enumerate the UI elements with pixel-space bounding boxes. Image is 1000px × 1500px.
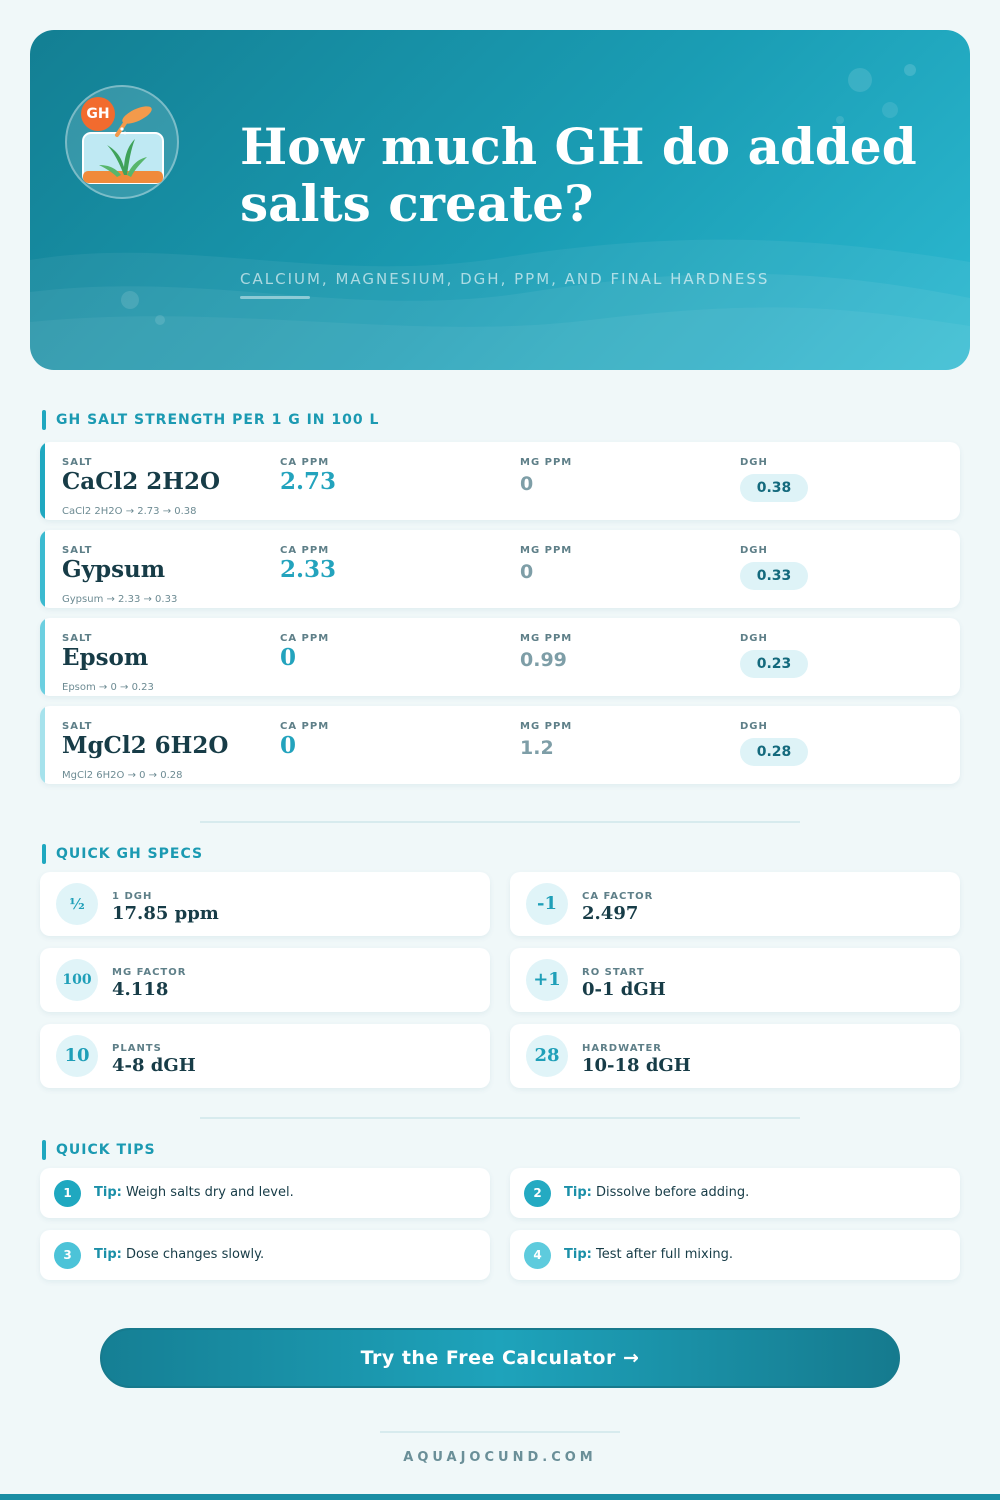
specs-section-heading: QUICK GH SPECS [42, 844, 203, 864]
spec-value: 10-18 dGH [582, 1055, 691, 1076]
spec-badge-icon: +1 [526, 959, 568, 1001]
tips-section-heading: QUICK TIPS [42, 1140, 156, 1160]
gh-badge: GH [81, 97, 115, 131]
tip-prefix: Tip: [94, 1247, 122, 1262]
mg-ppm-value: 1.2 [520, 737, 554, 759]
tip-text [94, 1185, 294, 1200]
bottom-bar [0, 1494, 1000, 1500]
spec-badge-icon: -1 [526, 883, 568, 925]
tip-number-badge: 2 [524, 1180, 551, 1207]
ca-column-label: CA PPM [280, 545, 330, 556]
tip-prefix: Tip: [564, 1185, 592, 1200]
spec-value: 2.497 [582, 903, 639, 924]
spec-card [40, 872, 490, 936]
salt-summary: Epsom → 0 → 0.23 [62, 682, 154, 693]
spec-card [510, 1024, 960, 1088]
free-calculator-button[interactable]: Try the Free Calculator → [100, 1328, 900, 1388]
dgh-value-badge: 0.28 [740, 738, 808, 766]
salt-column-label: SALT [62, 721, 93, 732]
tip-body: Test after full mixing. [595, 1247, 733, 1262]
tip-number-badge: 3 [54, 1242, 81, 1269]
spec-card [510, 872, 960, 936]
spec-label: 1 DGH [112, 891, 153, 902]
mg-column-label: MG PPM [520, 457, 573, 468]
salt-name: Epsom [62, 644, 149, 671]
salt-summary: MgCl2 6H2O → 0 → 0.28 [62, 770, 183, 781]
spec-label: HARDWATER [582, 1043, 663, 1054]
footer-divider [380, 1431, 620, 1433]
tip-card [40, 1230, 490, 1280]
spec-card [40, 1024, 490, 1088]
salt-card [40, 706, 960, 784]
spec-value: 0-1 dGH [582, 979, 666, 1000]
dgh-value-badge: 0.33 [740, 562, 808, 590]
salt-column-label: SALT [62, 545, 93, 556]
mg-ppm-value: 0 [520, 561, 534, 583]
tip-card [510, 1230, 960, 1280]
tip-prefix: Tip: [94, 1185, 122, 1200]
salt-name: Gypsum [62, 556, 166, 583]
spec-badge-icon: 100 [56, 959, 98, 1001]
mg-ppm-value: 0 [520, 473, 534, 495]
ca-column-label: CA PPM [280, 457, 330, 468]
spec-label: MG FACTOR [112, 967, 187, 978]
dgh-column-label: DGH [740, 457, 768, 468]
aquarium-logo-icon [65, 85, 179, 199]
spec-value: 4-8 dGH [112, 1055, 196, 1076]
dgh-value-badge: 0.38 [740, 474, 808, 502]
spec-badge-icon: 28 [526, 1035, 568, 1077]
spec-badge-icon: ½ [56, 883, 98, 925]
ca-column-label: CA PPM [280, 721, 330, 732]
tip-prefix: Tip: [564, 1247, 592, 1262]
salt-column-label: SALT [62, 457, 93, 468]
spec-card [40, 948, 490, 1012]
mg-column-label: MG PPM [520, 633, 573, 644]
tip-text [564, 1247, 733, 1262]
spec-label: PLANTS [112, 1043, 162, 1054]
spec-label: RO START [582, 967, 645, 978]
dgh-column-label: DGH [740, 545, 768, 556]
mg-column-label: MG PPM [520, 545, 573, 556]
ca-ppm-value: 0 [280, 732, 297, 759]
salt-card [40, 530, 960, 608]
salt-card-accent [40, 618, 45, 696]
spec-value: 17.85 ppm [112, 903, 219, 924]
hero-banner [30, 30, 970, 370]
tip-number-badge: 1 [54, 1180, 81, 1207]
ca-ppm-value: 2.33 [280, 556, 337, 583]
salt-card-accent [40, 706, 45, 784]
tip-body: Dissolve before adding. [595, 1185, 750, 1200]
dgh-column-label: DGH [740, 721, 768, 732]
footer-site-name: AQUAJOCUND.COM [403, 1450, 597, 1465]
salt-card-accent [40, 530, 45, 608]
dgh-column-label: DGH [740, 633, 768, 644]
subtitle-underline [240, 296, 310, 299]
page-title: How much GH do added salts create? [240, 117, 917, 233]
spec-card [510, 948, 960, 1012]
mg-column-label: MG PPM [520, 721, 573, 732]
ca-column-label: CA PPM [280, 633, 330, 644]
salt-summary: CaCl2 2H2O → 2.73 → 0.38 [62, 506, 197, 517]
spec-badge-icon: 10 [56, 1035, 98, 1077]
tip-body: Dose changes slowly. [125, 1247, 265, 1262]
ca-ppm-value: 0 [280, 644, 297, 671]
spec-value: 4.118 [112, 979, 169, 1000]
salt-name: CaCl2 2H2O [62, 468, 221, 495]
tip-body: Weigh salts dry and level. [125, 1185, 294, 1200]
salt-card-accent [40, 442, 45, 520]
tip-number-badge: 4 [524, 1242, 551, 1269]
salt-column-label: SALT [62, 633, 93, 644]
tip-card [40, 1168, 490, 1218]
divider [200, 821, 800, 823]
tip-text [564, 1185, 749, 1200]
salts-section-heading: GH SALT STRENGTH PER 1 G IN 100 L [42, 410, 379, 430]
tip-card [510, 1168, 960, 1218]
page-subtitle: CALCIUM, MAGNESIUM, DGH, PPM, AND FINAL HARDNESS [240, 270, 770, 288]
dgh-value-badge: 0.23 [740, 650, 808, 678]
salt-card [40, 618, 960, 696]
spec-label: CA FACTOR [582, 891, 654, 902]
divider [200, 1117, 800, 1119]
ca-ppm-value: 2.73 [280, 468, 337, 495]
salt-card [40, 442, 960, 520]
salt-summary: Gypsum → 2.33 → 0.33 [62, 594, 178, 605]
salt-name: MgCl2 6H2O [62, 732, 229, 759]
mg-ppm-value: 0.99 [520, 649, 567, 671]
tip-text [94, 1247, 264, 1262]
